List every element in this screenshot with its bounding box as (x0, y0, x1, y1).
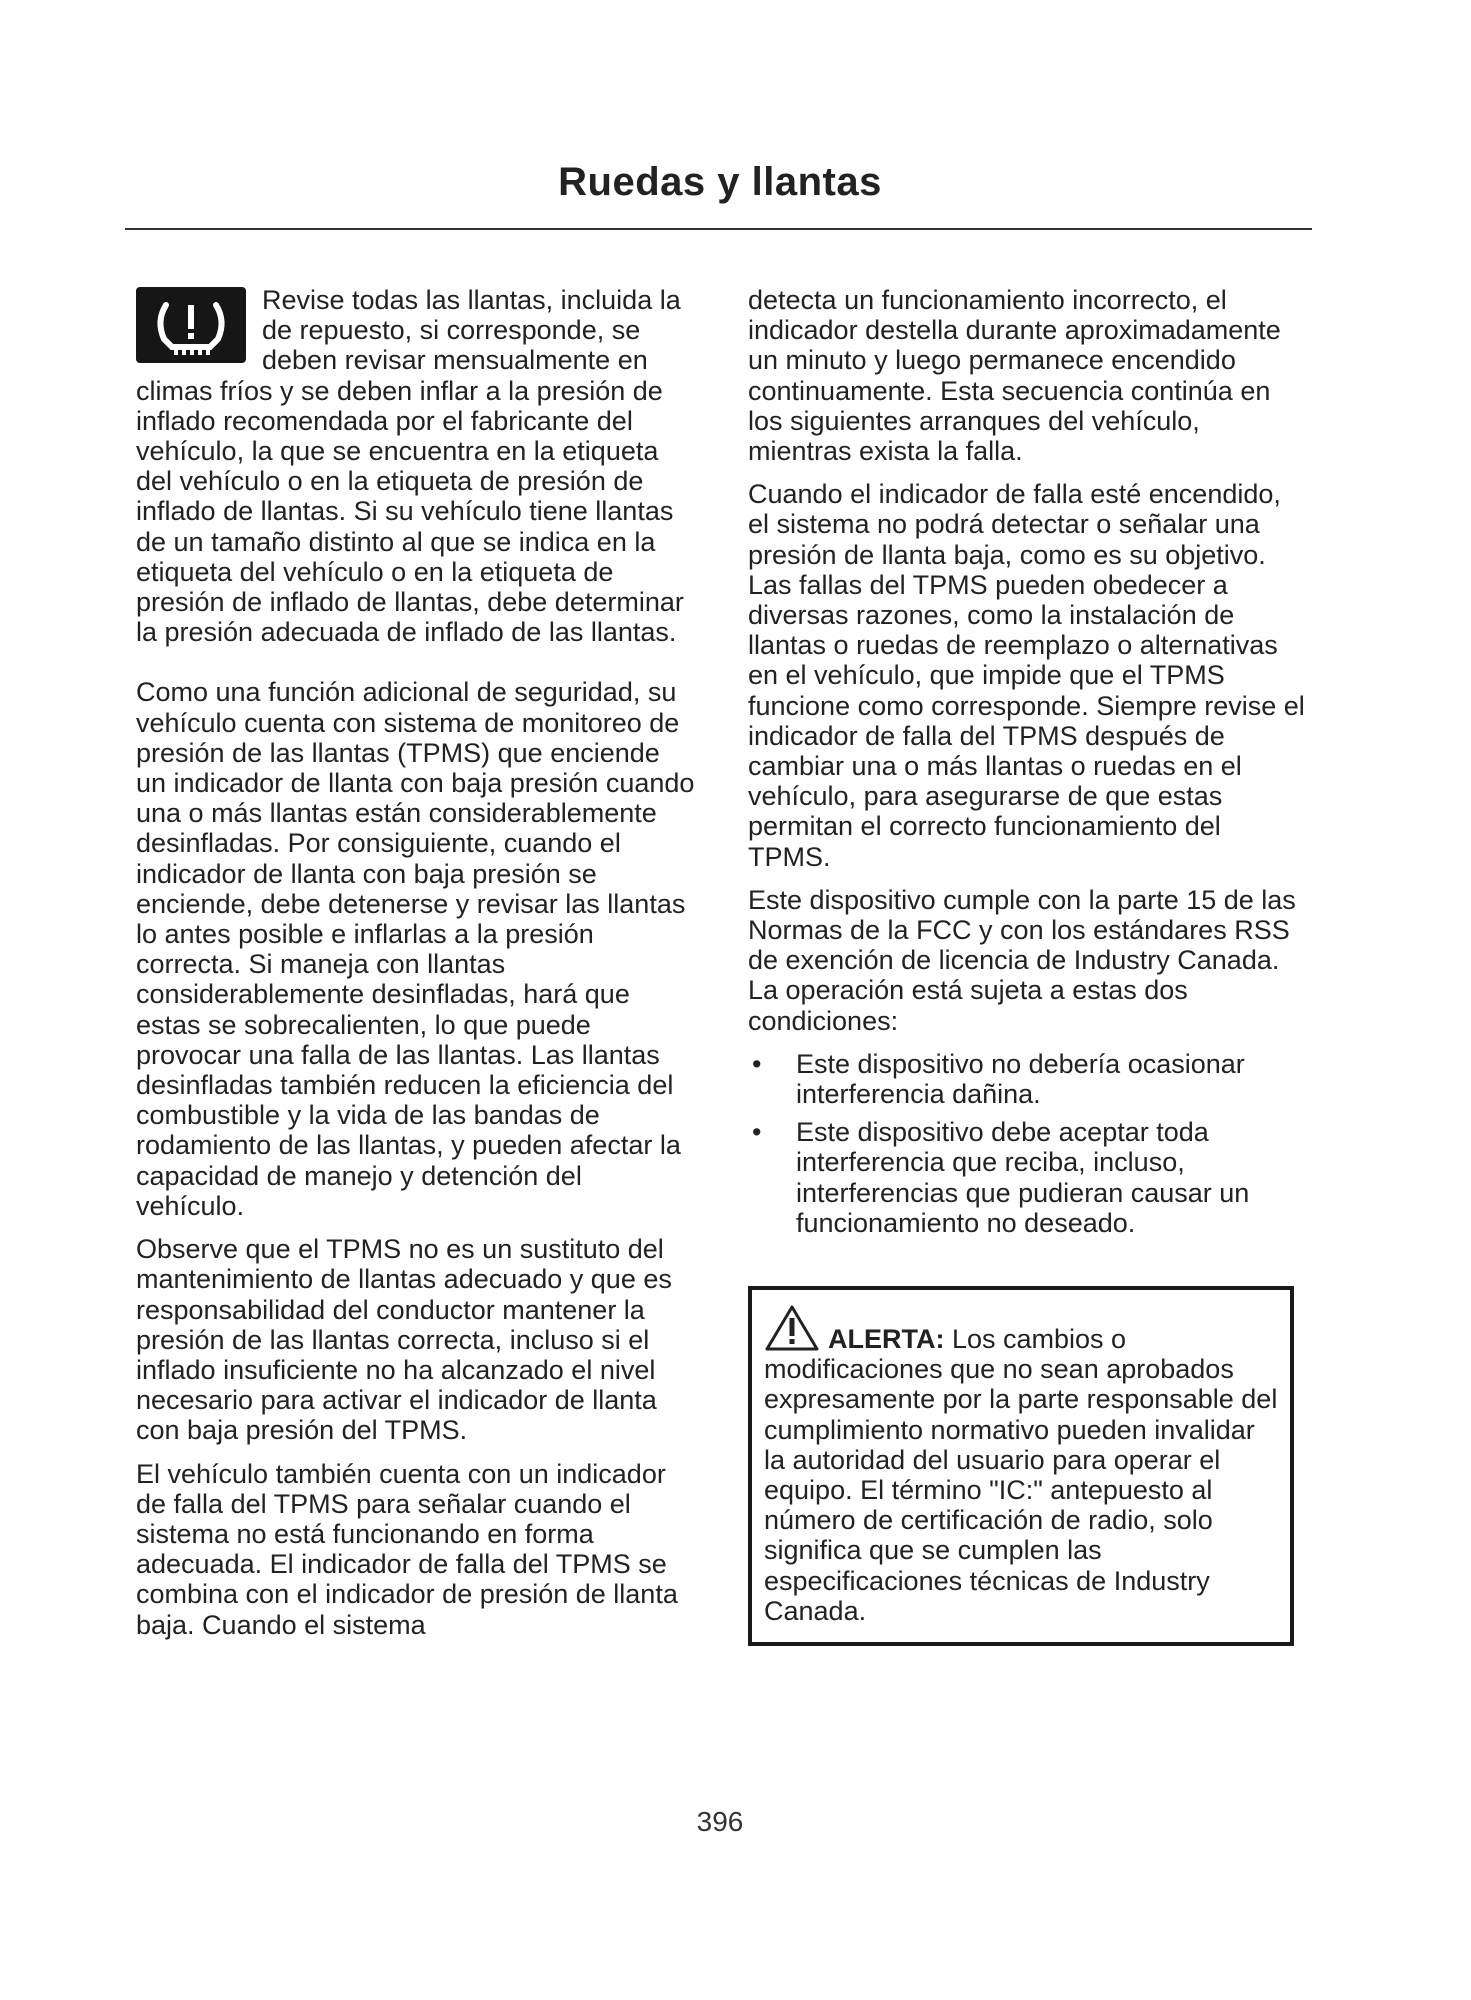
list-item: • Este dispositivo debe aceptar toda interferencia que reciba, incluso, interferencias que pudieran causar un funcionamiento no deseado. (752, 1117, 1250, 1238)
right-column (748, 285, 1308, 1250)
title-divider (125, 228, 1312, 230)
alert-label: ALERTA: (828, 1324, 945, 1354)
paragraph-tpms-description: Como una función adicional de seguridad, su vehículo cuenta con sistema de monitoreo de presión de las llantas (TPMS) que enciende un indicador de llanta con baja presión cuando una o más llantas están considerablemente desinfladas. Por consiguiente, cuando el indicador de llanta con baja presión se enciende, debe detenerse y revisar las llantas lo antes posible e inflarlas a la presión correcta. Si maneja con llantas considerablemente desinfladas, hará que estas se sobrecalienten, lo que puede provocar una falla de las llantas. Las llantas desinfladas también reducen la eficiencia del combustible y la vida de las bandas de rodamiento de las llantas, y pueden afectar la capacidad de manejo y detención del vehículo. (136, 677, 695, 1221)
paragraph-indicator-flashing: detecta un funcionamiento incorrecto, el indicador destella durante aproximadamente un minuto y luego permanece encendido continuamente. Esta secuencia continúa en los siguientes arranques del vehículo, mientras exista la falla. (748, 285, 1281, 467)
page-number: 396 (696, 1806, 744, 1837)
alert-text: Los cambios o modificaciones que no sean aprobados expresamente por la parte responsable del cumplimiento normativo pueden invalidar la autoridad del usuario para operar el equipo. El término "IC:" antepuesto al número de certificación de radio, solo significa que se cumplen las especificaciones técnicas de Industry Canada. (764, 1324, 1278, 1626)
conditions-list (748, 1049, 1308, 1238)
alert-box (748, 1286, 1294, 1646)
paragraph-tpms-not-substitute: Observe que el TPMS no es un sustituto del mantenimiento de llantas adecuado y que es responsabilidad del conductor mantener la presión de las llantas correcta, incluso si el inflado insuficiente no ha alcanzado el nivel necesario para activar el indicador de llanta con baja presión del TPMS. (136, 1234, 672, 1446)
paragraph-fcc-compliance: Este dispositivo cumple con la parte 15 de las Normas de la FCC y con los estándares RSS de exención de licencia de Industry Canada. La operación está sujeta a estas dos condiciones: (748, 884, 1296, 1036)
paragraph-malfunction-causes: Cuando el indicador de falla esté encendido, el sistema no podrá detectar o señalar una presión de llanta baja, como es su objetivo. Las fallas del TPMS pueden obedecer a diversas razones, como la instalación de llantas o ruedas de reemplazo o alternativas en el vehículo, que impide que el TPMS funcione como corresponde. Siempre revise el indicador de falla del TPMS después de cambiar una o más llantas o ruedas en el vehículo, para asegurarse de que estas permitan el correcto funcionamiento del TPMS. (748, 479, 1305, 872)
warning-triangle-icon (764, 1304, 820, 1352)
bullet-marker: • (752, 1048, 762, 1079)
bullet-marker: • (752, 1117, 762, 1148)
page-title: Ruedas y llantas (558, 160, 882, 204)
paragraph-tire-check: Revise todas las llantas, incluida la de repuesto, si corresponde, se deben revisar mensualmente en climas fríos y se deben inflar a la presión de inflado recomendada por el fabricante del vehículo, la que se encuentra en la etiqueta del vehículo o en la etiqueta de presión de inflado de llantas. Si su vehículo tiene llantas de un tamaño distinto al que se indica en la etiqueta del vehículo o en la etiqueta de presión de inflado de llantas, debe determinar la presión adecuada de inflado de las llantas. (136, 285, 684, 648)
tire-pressure-warning-icon (136, 287, 246, 363)
paragraph-malfunction-indicator: El vehículo también cuenta con un indicador de falla del TPMS para señalar cuando el sistema no está funcionando en forma adecuada. El indicador de falla del TPMS se combina con el indicador de presión de llanta baja. Cuando el sistema (136, 1458, 678, 1640)
left-column (136, 285, 696, 1653)
list-item: • Este dispositivo no debería ocasionar interferencia dañina. (752, 1048, 1245, 1110)
